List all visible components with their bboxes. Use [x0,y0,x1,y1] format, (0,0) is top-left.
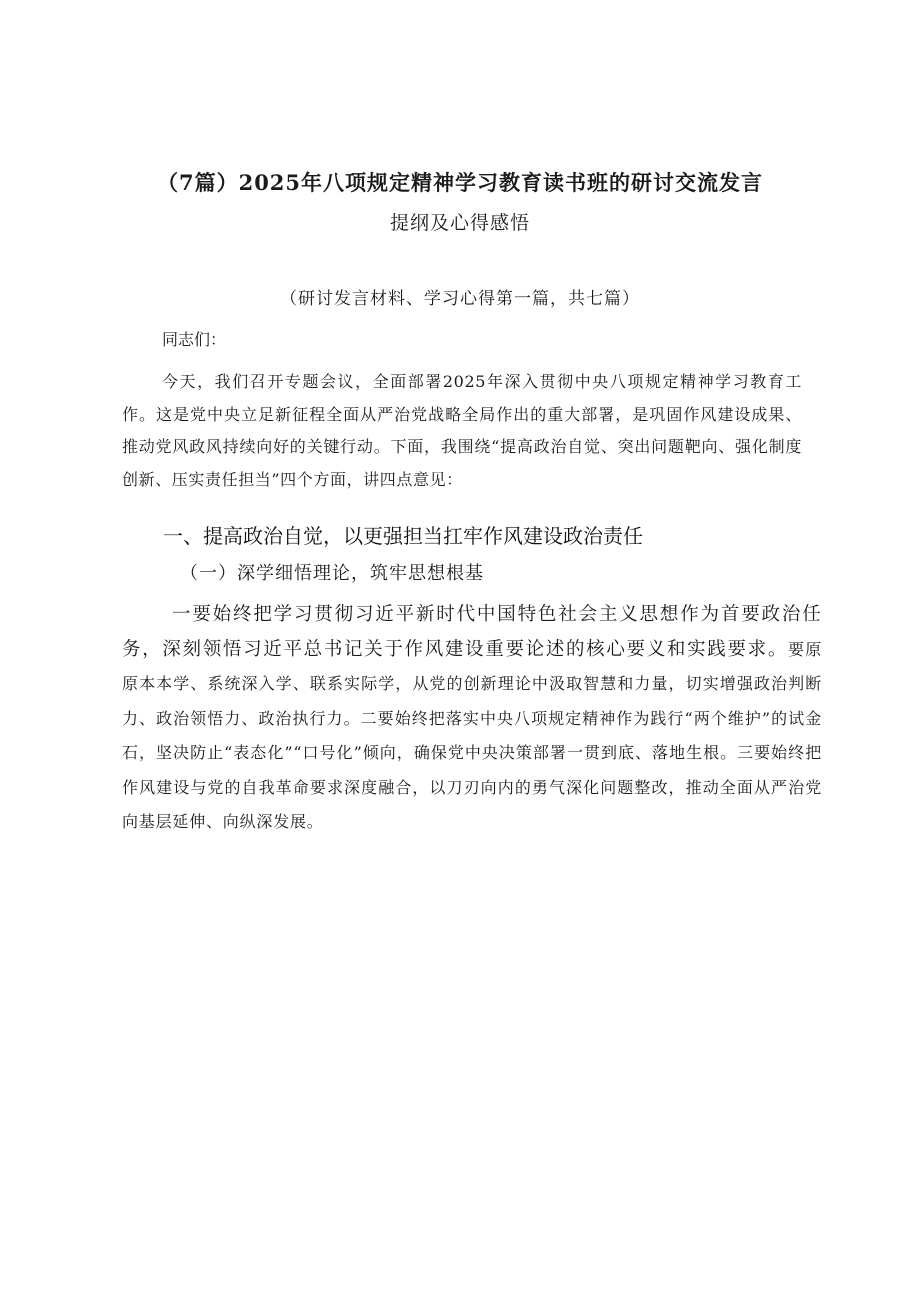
salutation: 同志们： [162,330,227,349]
document-subtitle: （研讨发言材料、学习心得第一篇，共七篇） [280,289,640,309]
section-1-paragraph-lead: 一要始终把学习贯彻习近平新时代中国特色社会主义思想作为首要政治任务，深刻领悟习近平总书记关于作风建设重要论述的核心要义和实践要求。 [122,604,822,660]
section-1-paragraph [122,598,822,840]
document-title-line-2: 提纲及心得感悟 [389,212,530,234]
section-1-paragraph-body: 要原原本本学、系统深入学、联系实际学，从党的创新理论中汲取智慧和力量，切实增强政治判断力、政治领悟力、政治执行力。二要始终把落实中央八项规定精神作为践行“两个维护”的试金石，坚决防止“表态化”“口号化”倾向，确保党中央决策部署一贯到底、落地生根。三要始终把作风建设与党的自我革命要求深度融合，以刀刃向内的勇气深化问题整改，推动全面从严治党向基层延伸、向纵深发展。 [122,639,822,831]
intro-paragraph: 今天，我们召开专题会议，全面部署2025年深入贯彻中央八项规定精神学习教育工作。这是党中央立足新征程全面从严治党战略全局作出的重大部署，是巩固作风建设成果、推动党风政风持续向好的关键行动。下面，我围绕“提高政治自觉、突出问题靶向、强化制度创新、压实责任担当”四个方面，讲四点意见： [122,372,802,489]
section-1-heading: 一、提高政治自觉，以更强担当扛牢作风建设政治责任 [163,524,643,548]
section-1-subheading-1: （一）深学细悟理论，筑牢思想根基 [180,563,484,584]
document-title-line-1: （7篇）2025年八项规定精神学习教育读书班的研讨交流发言 [156,170,764,195]
